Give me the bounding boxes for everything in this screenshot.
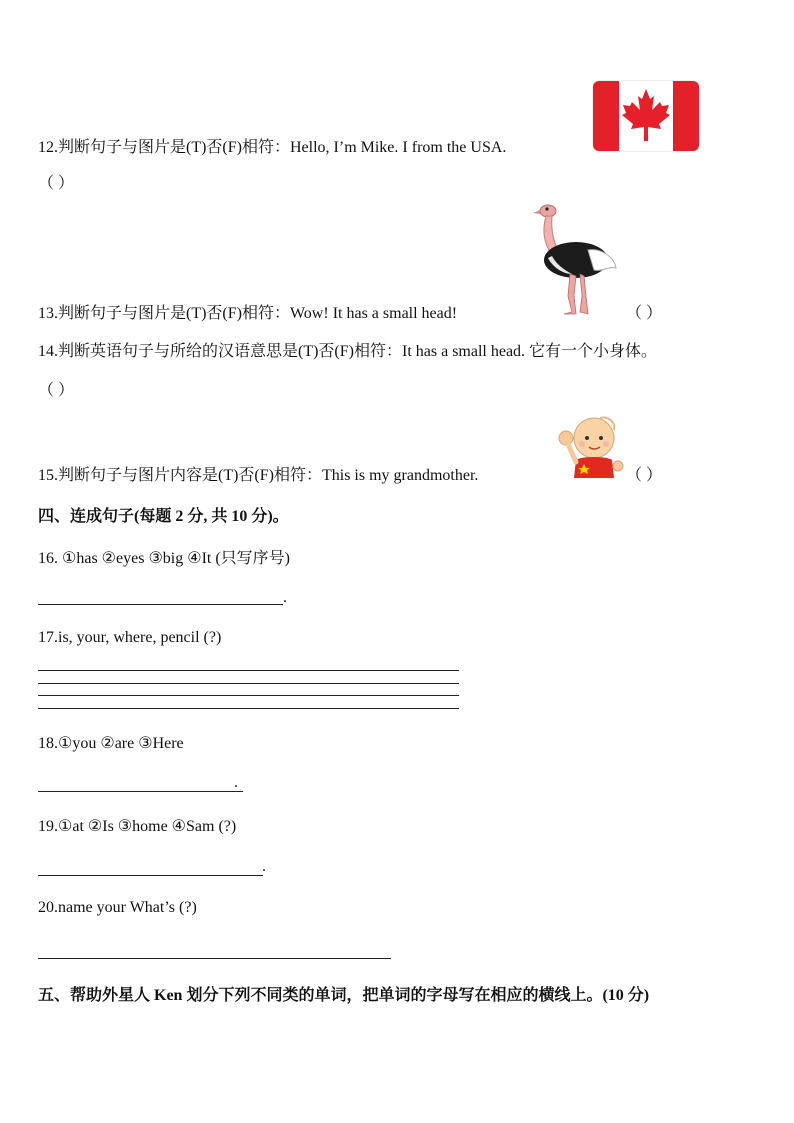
ostrich-image — [528, 200, 623, 320]
section5-heading: 五、帮助外星人 Ken 划分下列不同类的单词，把单词的字母写在相应的横线上。(10 分) — [38, 987, 650, 1004]
q17-writing-line-4[interactable] — [38, 708, 459, 709]
q15-answer-blank[interactable]: （ ） — [626, 467, 663, 484]
q14-answer-blank[interactable]: （ ） — [38, 382, 75, 399]
q13-answer-blank[interactable]: （ ） — [626, 305, 663, 322]
cartoon-boy-image — [556, 412, 628, 482]
section4-heading: 四、连成句子(每题 2 分, 共 10 分)。 — [38, 508, 289, 525]
q16-answer-line[interactable] — [38, 604, 283, 605]
canada-flag-icon — [593, 81, 699, 151]
canada-flag-image — [593, 81, 699, 151]
q19-period: . — [262, 858, 266, 875]
q13-text: 13.判断句子与图片是(T)否(F)相符：Wow! It has a small head! — [38, 305, 458, 322]
q17-writing-line-3[interactable] — [38, 695, 459, 696]
q20-text: 20.name your What’s (?) — [38, 899, 197, 916]
q18-answer-line[interactable] — [38, 791, 243, 792]
q19-text: 19.①at ②Is ③home ④Sam (?) — [38, 818, 237, 835]
q17-writing-line-1[interactable] — [38, 670, 459, 671]
q17-writing-line-2[interactable] — [38, 683, 459, 684]
q12-answer-blank[interactable]: （ ） — [38, 175, 75, 192]
ostrich-icon — [533, 205, 616, 314]
q16-period: . — [283, 589, 287, 606]
q20-answer-line[interactable] — [38, 958, 391, 959]
q18-text: 18.①you ②are ③Here — [38, 735, 184, 752]
q15-text: 15.判断句子与图片内容是(T)否(F)相符：This is my grandmother. — [38, 467, 479, 484]
q17-text: 17.is, your, where, pencil (?) — [38, 629, 222, 646]
q12-text: 12.判断句子与图片是(T)否(F)相符：Hello, I’m Mike. I from the USA. — [38, 139, 507, 156]
q19-answer-line[interactable] — [38, 875, 263, 876]
q18-period: . — [234, 774, 238, 791]
q16-text: 16. ①has ②eyes ③big ④It (只写序号) — [38, 550, 291, 567]
cartoon-boy-icon — [559, 418, 623, 478]
q14-text: 14.判断英语句子与所给的汉语意思是(T)否(F)相符：It has a small head. 它有一个小身体。 — [38, 343, 658, 360]
